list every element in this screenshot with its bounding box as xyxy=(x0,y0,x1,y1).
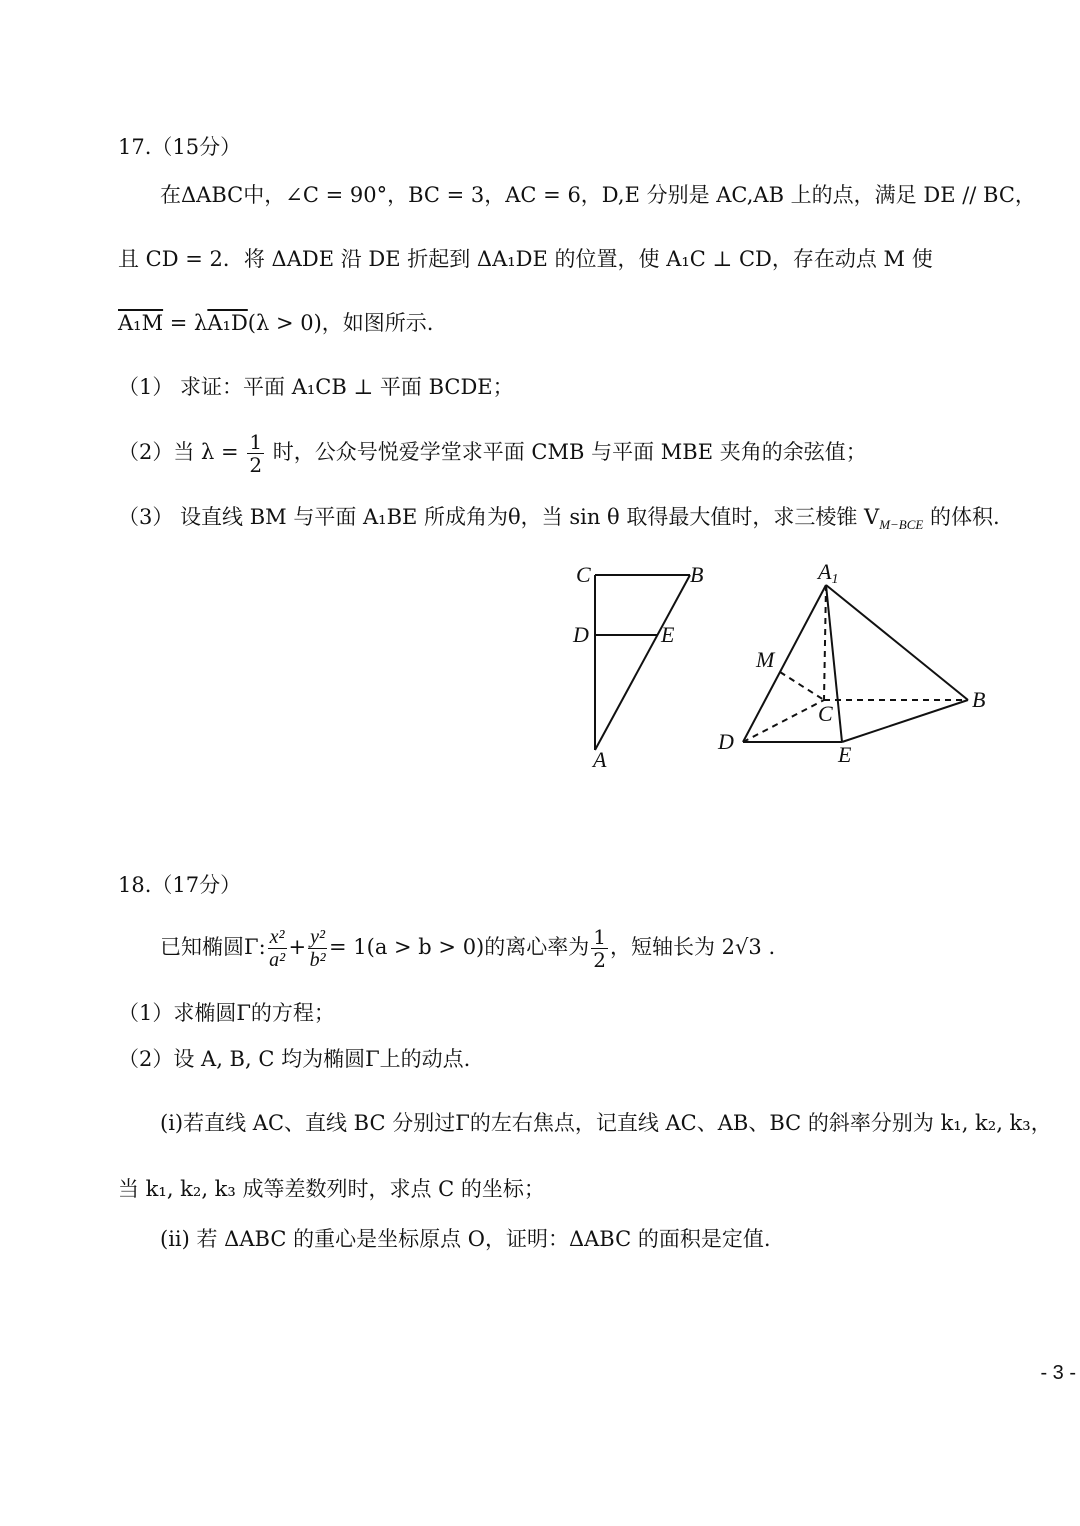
q18-fraction-half xyxy=(591,926,608,971)
q17-line3-mid: = λ xyxy=(163,311,208,335)
label-a1 xyxy=(816,559,838,587)
fraction-numerator: y² xyxy=(310,926,326,948)
label-a: A xyxy=(593,747,607,772)
label-b: B xyxy=(690,562,704,587)
q18-part2-i-line1: (i)若直线 AC、直线 BC 分别过Γ的左右焦点，记直线 AC、AB、BC 的斜率分别为 k₁, k₂, k₃， xyxy=(160,1111,1052,1135)
fraction-numerator: 1 xyxy=(249,430,263,454)
q18-fraction-y2b2 xyxy=(308,926,327,971)
q18-line1-post: ，短轴长为 2√3 . xyxy=(609,935,776,959)
q17-part3-pre: （3） 设直线 BM 与平面 A₁BE 所成角为θ，当 sin θ 取得最大值时，求三棱锥 V xyxy=(118,505,880,529)
q18-line1 xyxy=(160,918,775,976)
q18-line1-pre: 已知椭圆Γ: xyxy=(160,935,266,959)
q17-part3 xyxy=(118,502,1000,540)
label-d: D xyxy=(573,622,589,647)
q18-header: 18.（17分） xyxy=(118,873,242,897)
q17-part2-post: 时，公众号悦爱学堂求平面 CMB 与平面 MBE 夹角的余弦值； xyxy=(272,440,867,464)
fraction-denominator: 2 xyxy=(249,453,263,477)
label-b-pyramid: B xyxy=(972,687,986,712)
q18-part2-i-line2: 当 k₁, k₂, k₃ 成等差数列时，求点 C 的坐标； xyxy=(118,1177,545,1201)
fraction-denominator: a² xyxy=(269,949,286,971)
label-a1-subscript: 1 xyxy=(831,572,839,587)
q18-line1-mid: = 1(a > b > 0)的离心率为 xyxy=(329,935,590,959)
q17-line1-b: ∠C = 90°，BC = 3，AC = 6，D,E 分别是 AC,AB 上的点，满足 DE // BC， xyxy=(285,183,1036,207)
q17-part3-post: 的体积. xyxy=(923,505,1000,529)
q17-fraction-half xyxy=(247,431,264,476)
label-c-pyramid: C xyxy=(818,701,833,726)
q17-part2 xyxy=(118,424,867,480)
fraction-numerator: x² xyxy=(269,926,285,948)
label-a1-letter: A xyxy=(818,559,832,584)
q17-header: 17.（15分） xyxy=(118,135,242,159)
label-m: M xyxy=(756,647,775,672)
q17-line2: 且 CD = 2．将 ΔADE 沿 DE 折起到 ΔA₁DE 的位置，使 A₁C ⊥ CD，存在动点 M 使 xyxy=(118,247,933,271)
q17-figure-triangle xyxy=(560,555,720,780)
q18-part2-ii: (ii) 若 ΔABC 的重心是坐标原点 O，证明：ΔABC 的面积是定值. xyxy=(160,1227,771,1251)
fraction-denominator: 2 xyxy=(593,948,606,972)
q18-plus: + xyxy=(288,935,307,959)
q17-vector-a1m: A₁M xyxy=(118,311,164,335)
label-d-pyramid: D xyxy=(718,729,734,754)
q17-figure-pyramid xyxy=(710,555,1000,770)
q17-part1: （1） 求证：平面 A₁CB ⊥ 平面 BCDE； xyxy=(118,375,514,399)
q17-line1-a: 在ΔABC中， xyxy=(160,183,286,207)
fraction-denominator: b² xyxy=(309,949,326,971)
label-e-pyramid: E xyxy=(838,742,852,767)
q17-line3-tail: (λ > 0)，如图所示. xyxy=(247,311,434,335)
q17-vector-a1d: A₁D xyxy=(207,311,248,335)
q17-part3-subscript: M−BCE xyxy=(879,517,924,533)
q18-part2: （2）设 A, B, C 均为椭圆Γ上的动点. xyxy=(118,1047,471,1071)
label-e: E xyxy=(661,622,675,647)
label-c: C xyxy=(576,562,591,587)
q18-fraction-x2a2 xyxy=(268,926,287,971)
q17-part2-pre: （2）当 λ = xyxy=(118,440,239,464)
fraction-numerator: 1 xyxy=(593,925,606,949)
q18-part1: （1）求椭圆Γ的方程； xyxy=(118,1001,335,1025)
q17-line1 xyxy=(160,180,1036,210)
q17-line3 xyxy=(118,308,433,338)
page-number: - 3 - xyxy=(1040,1362,1076,1384)
